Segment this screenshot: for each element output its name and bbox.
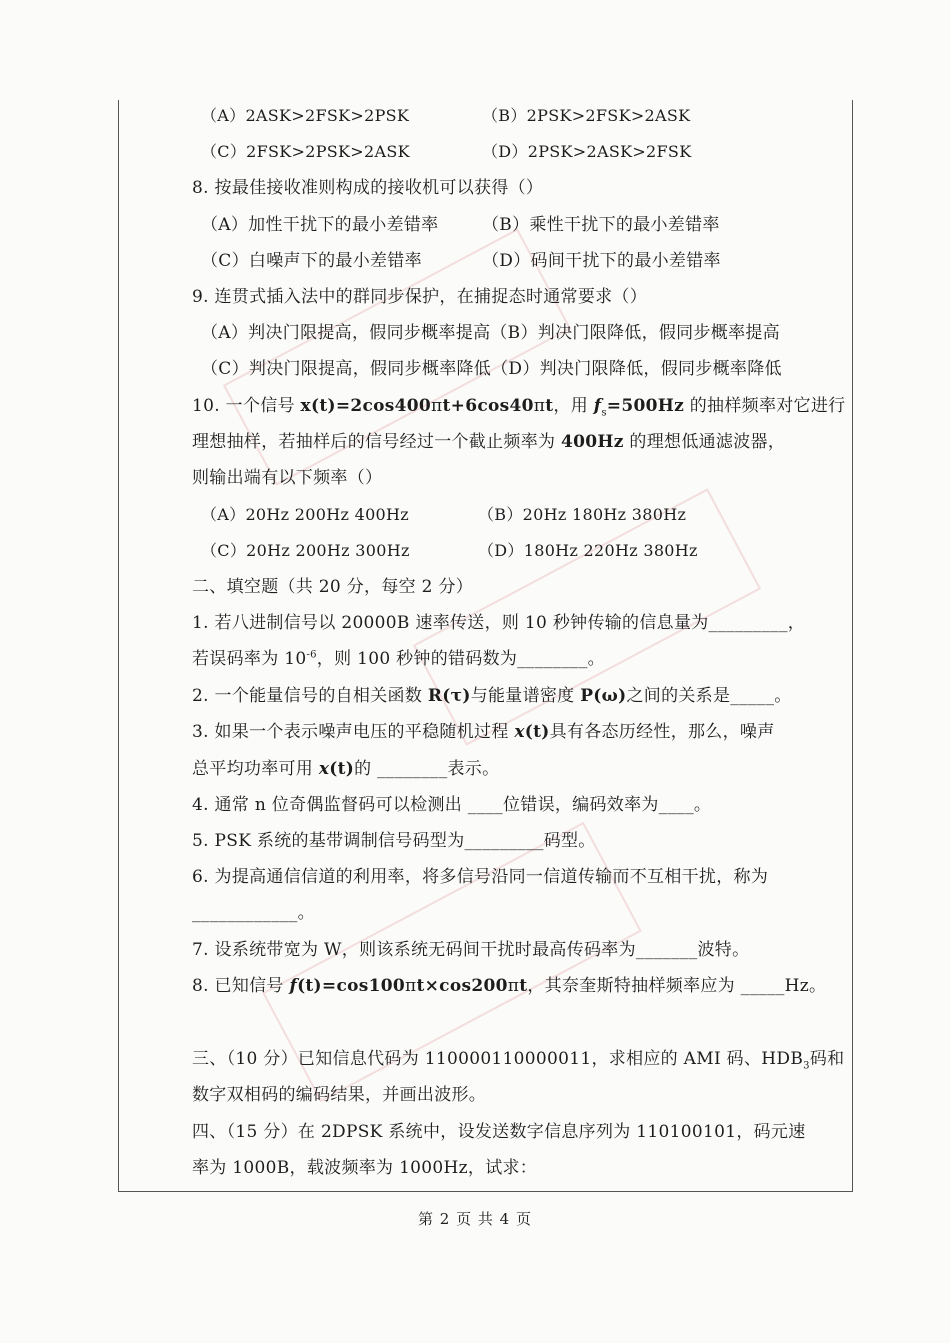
fill-2-text: 与能量谱密度 <box>470 686 581 706</box>
q9-options-ab: （A）判决门限提高，假同步概率提高（B）判决门限降低，假同步概率提高 <box>201 323 780 343</box>
fill-1-text: ，则 100 秒钟的错码数为________。 <box>316 649 605 669</box>
q7-option-a: （A）2ASK>2FSK>2PSK <box>201 106 410 125</box>
fill-3-x: x <box>318 759 330 779</box>
q8-option-d: （D）码间干扰下的最小差错率 <box>482 251 721 271</box>
fill-8-text: ，其奈奎斯特抽样频率应为 _____Hz。 <box>527 976 827 996</box>
fill-8-pi: π <box>405 976 417 996</box>
q10-option-b: （B）20Hz 180Hz 380Hz <box>478 505 687 524</box>
fill-6-line-2: ____________。 <box>192 903 315 923</box>
q10-fs-value: =500Hz <box>606 396 685 416</box>
fill-3-text: 3. 如果一个表示噪声电压的平稳随机过程 <box>192 722 515 742</box>
q10-text: 的理想低通滤波器， <box>623 432 786 452</box>
q10-option-c: （C）20Hz 200Hz 300Hz <box>201 541 410 560</box>
q10-line-1 <box>192 394 845 418</box>
fill-3-t: (t) <box>329 759 355 779</box>
q8-stem: 8. 按最佳接收准则构成的接收机可以获得（） <box>192 178 544 198</box>
q10-fs: f <box>593 396 602 416</box>
fill-8-signal-2: t×cos200 <box>416 976 508 996</box>
q10-fs-sub: s <box>601 407 607 419</box>
section-4-line-1: 四、（15 分）在 2DPSK 系统中，设发送数字信息序列为 110100101，码元速 <box>192 1122 806 1142</box>
fill-1-exponent: -6 <box>306 649 317 661</box>
q7-option-d: （D）2PSK>2ASK>2FSK <box>482 142 692 161</box>
q10-line-3: 则输出端有以下频率（） <box>192 468 383 488</box>
q10-text: 10. 一个信号 <box>192 396 301 416</box>
q10-signal: x(t)=2cos400 <box>300 396 432 416</box>
fill-1-line-1: 1. 若八进制信号以 20000B 速率传送，则 10 秒钟传输的信息量为_________， <box>192 613 806 633</box>
fill-8 <box>192 974 826 998</box>
fill-2 <box>192 684 792 708</box>
fill-3-line-1 <box>192 720 775 744</box>
fill-8-signal: (t)=cos100 <box>297 976 405 996</box>
section-4-line-2: 率为 1000B，载波频率为 1000Hz，试求： <box>192 1158 538 1178</box>
q7-option-c: （C）2FSK>2PSK>2ASK <box>201 142 410 161</box>
section-3-text: 三、（10 分）已知信息代码为 110000110000011，求相应的 AMI 码、HDB <box>192 1049 804 1069</box>
page-footer: 第 2 页 共 4 页 <box>418 1210 532 1228</box>
fill-2-p-omega: P(ω) <box>580 686 627 706</box>
fill-3-x: x <box>514 722 525 742</box>
fill-8-text: 8. 已知信号 <box>192 976 290 996</box>
q10-line-2 <box>192 430 785 454</box>
q8-option-c: （C）白噪声下的最小差错率 <box>201 251 422 271</box>
q9-options-cd: （C）判决门限提高，假同步概率降低（D）判决门限降低，假同步概率降低 <box>201 359 782 379</box>
fill-5: 5. PSK 系统的基带调制信号码型为_________码型。 <box>192 831 596 851</box>
fill-2-text: 2. 一个能量信号的自相关函数 <box>192 686 428 706</box>
fill-6-line-1: 6. 为提高通信信道的利用率，将多信号沿同一信道传输而不互相干扰，称为 <box>192 867 769 887</box>
q10-pi: π <box>533 396 546 416</box>
q7-option-b: （B）2PSK>2FSK>2ASK <box>482 106 691 125</box>
q10-cutoff: 400Hz <box>561 432 624 452</box>
fill-2-r-tau: R(τ) <box>427 686 471 706</box>
fill-8-pi: π <box>507 976 520 996</box>
section-2-title: 二、填空题（共 20 分，每空 2 分） <box>192 577 474 597</box>
fill-3-text: 总平均功率可用 <box>192 759 319 779</box>
q9-stem: 9. 连贯式插入法中的群同步保护，在捕捉态时通常要求（） <box>192 287 648 307</box>
q10-text: 理想抽样，若抽样后的信号经过一个截止频率为 <box>192 432 562 452</box>
fill-1-text: 若误码率为 10 <box>192 649 307 669</box>
fill-3-t: (t) <box>524 722 550 742</box>
q10-option-d: （D）180Hz 220Hz 380Hz <box>478 541 698 560</box>
fill-4: 4. 通常 n 位奇偶监督码可以检测出 ____位错误，编码效率为____。 <box>192 795 712 815</box>
q10-text: ，用 <box>553 396 594 416</box>
fill-7: 7. 设系统带宽为 W，则该系统无码间干扰时最高传码率为_______波特。 <box>192 940 750 960</box>
section-3-text: 码和 <box>809 1049 845 1069</box>
fill-8-t: t <box>519 976 528 996</box>
fill-2-text: 之间的关系是_____。 <box>626 686 792 706</box>
q10-signal-3: t <box>545 396 554 416</box>
fill-3-text: 的 ________表示。 <box>354 759 500 779</box>
section-3-line-1 <box>192 1047 844 1071</box>
fill-3-text: 具有各态历经性，那么，噪声 <box>549 722 775 742</box>
q8-option-a: （A）加性干扰下的最小差错率 <box>201 215 439 235</box>
fill-3-line-2 <box>192 757 499 781</box>
section-3-line-2: 数字双相码的编码结果，并画出波形。 <box>192 1085 487 1105</box>
q10-text: 的抽样频率对它进行 <box>684 396 846 416</box>
hdb-subscript: 3 <box>803 1060 810 1072</box>
q10-option-a: （A）20Hz 200Hz 400Hz <box>201 505 410 524</box>
fill-8-f: f <box>289 976 298 996</box>
fill-1-line-2 <box>192 647 605 671</box>
q10-pi: π <box>431 396 443 416</box>
q8-option-b: （B）乘性干扰下的最小差错率 <box>482 215 720 235</box>
q10-signal-2: t+6cos40 <box>442 396 534 416</box>
